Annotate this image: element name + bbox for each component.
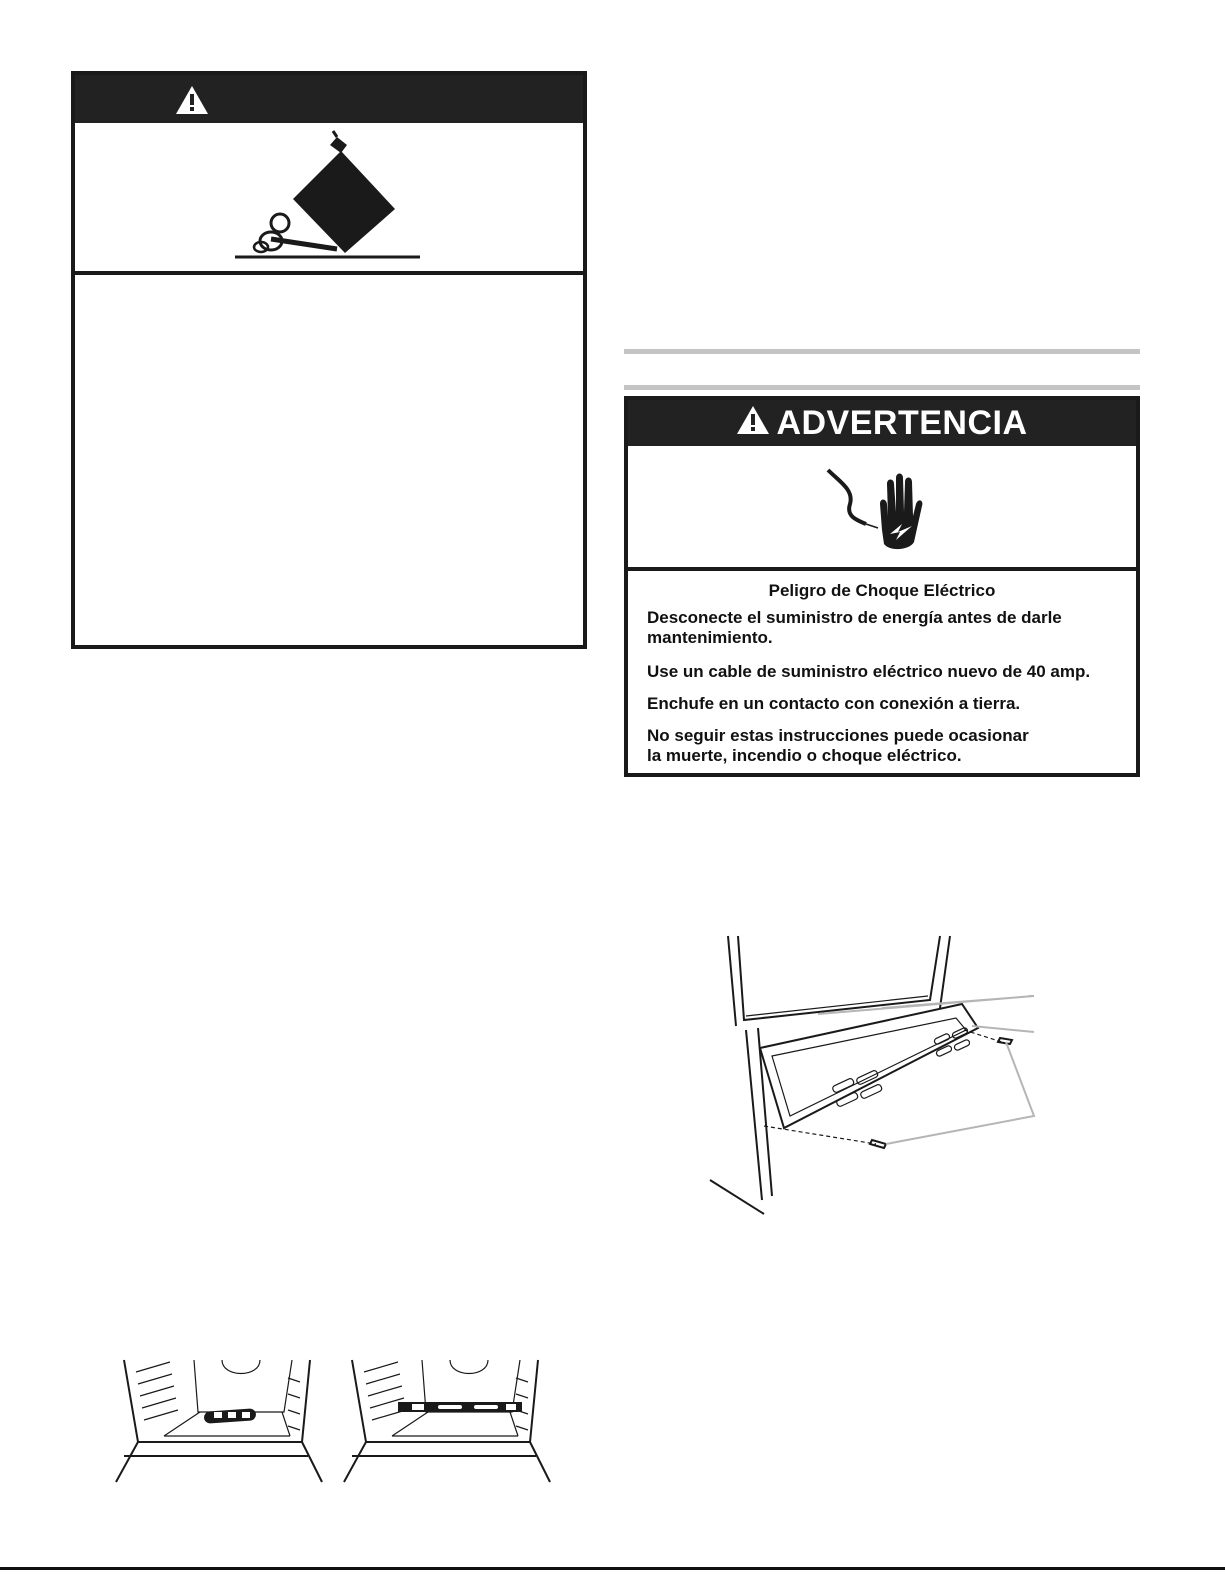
tip-over-hazard-icon	[75, 123, 583, 271]
section-rule	[624, 385, 1140, 390]
instruction-line: Enchufe en un contacto con conexión a tierra.	[647, 694, 1021, 713]
vent-panel-removal-illustration	[700, 930, 1050, 1220]
warning-banner	[628, 400, 1136, 446]
warning-banner	[75, 75, 583, 123]
oven-interior-level-illustration-2	[338, 1350, 553, 1490]
oven-interior-level-illustration-1	[110, 1350, 325, 1490]
instruction-line: mantenimiento.	[647, 628, 773, 647]
electrical-shock-hand-icon	[628, 446, 1136, 567]
hazard-title: Peligro de Choque Eléctrico	[768, 581, 996, 600]
instruction-line: la muerte, incendio o choque eléctrico.	[647, 746, 962, 765]
signal-word: ADVERTENCIA	[776, 403, 1028, 442]
tip-over-warning-box	[71, 71, 587, 649]
instruction-line: Desconecte el suministro de energía antes de darle	[647, 608, 1062, 627]
warning-triangle-icon	[736, 405, 770, 435]
section-rule	[624, 349, 1140, 354]
instruction-line: Use un cable de suministro eléctrico nuevo de 40 amp.	[647, 662, 1091, 681]
shock-warning-text	[628, 571, 1136, 773]
instruction-line: No seguir estas instrucciones puede ocasionar	[647, 726, 1029, 745]
tip-over-pictogram-area	[75, 123, 583, 275]
shock-warning-box	[624, 396, 1140, 777]
warning-triangle-icon	[175, 85, 209, 115]
shock-pictogram-area	[628, 446, 1136, 571]
page-bottom-rule	[0, 1567, 1225, 1570]
